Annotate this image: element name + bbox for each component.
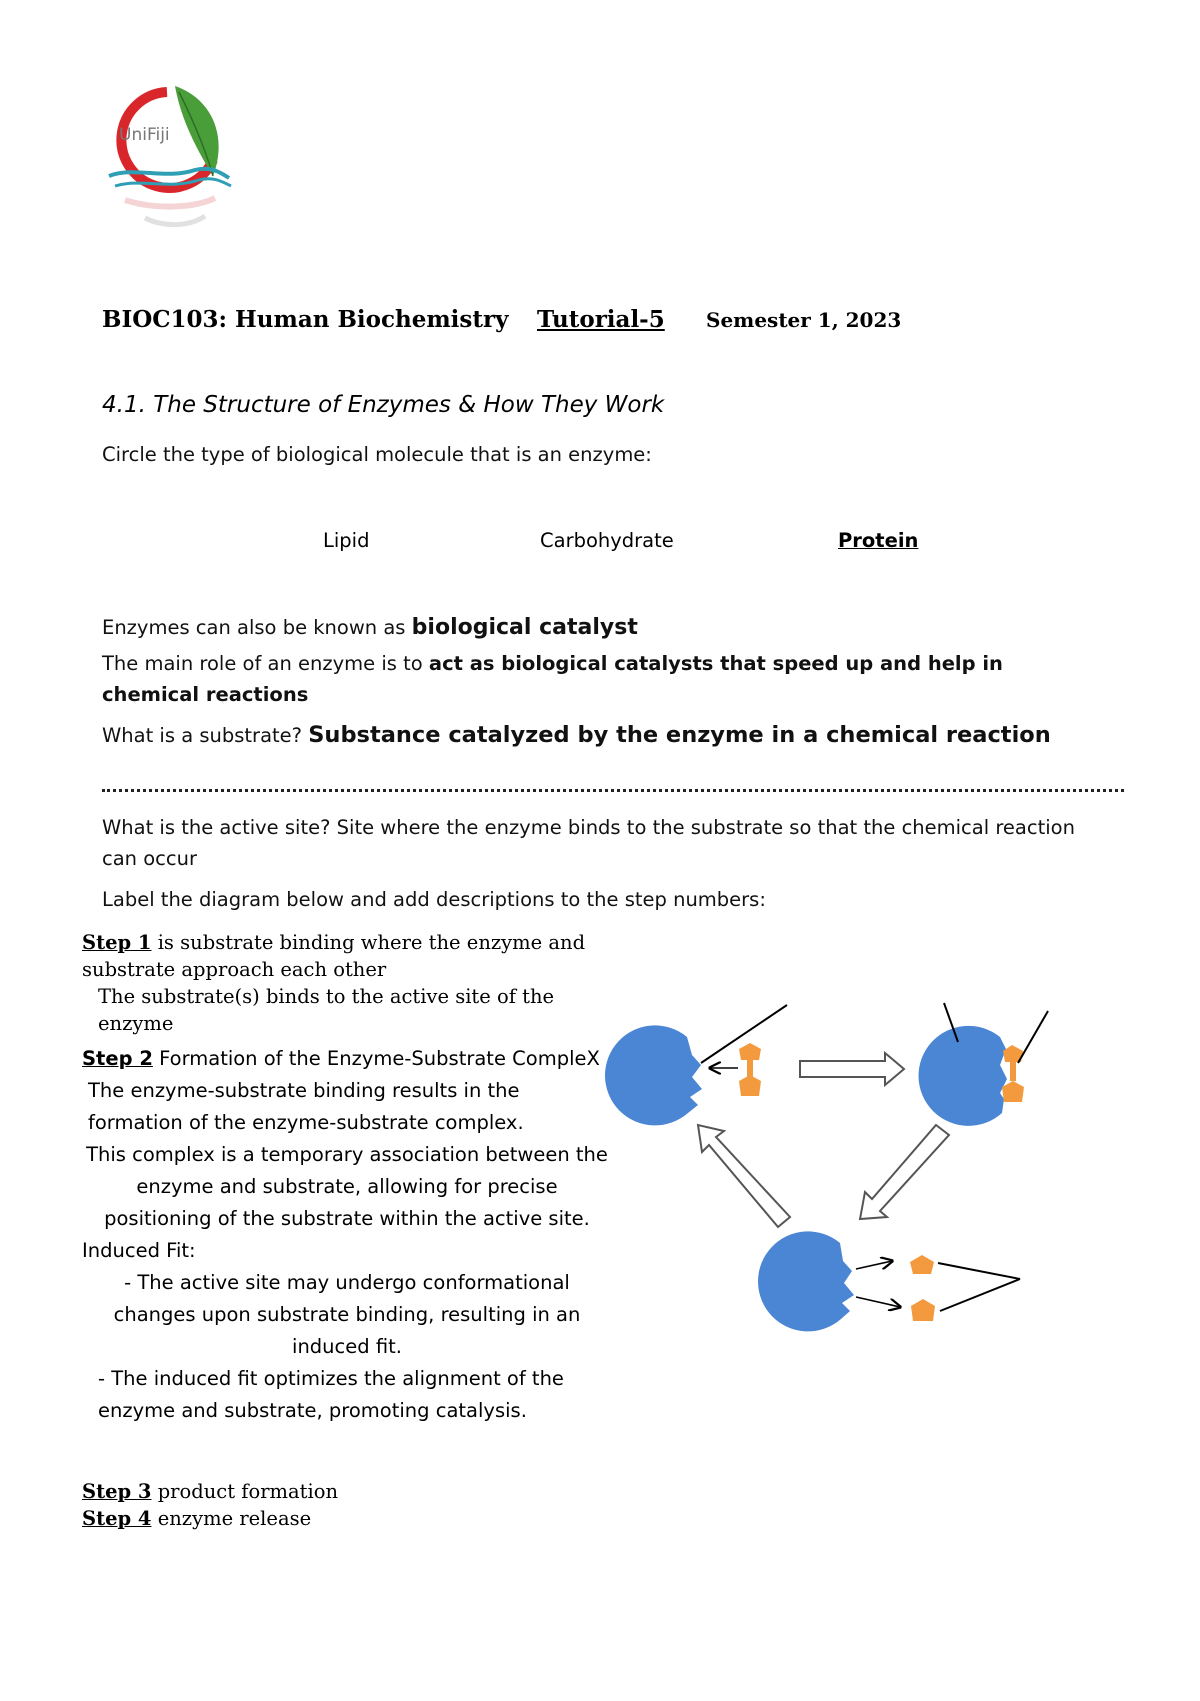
arrow-up-left-hollow xyxy=(698,1125,790,1227)
step2-label: Step 2 xyxy=(82,1047,153,1070)
step2-bullet-1: - The active site may undergo conformational changes upon substrate binding, resulting in an induced fit. xyxy=(113,1271,581,1358)
step2-paragraph-2: This complex is a temporary association between the enzyme and substrate, allowing for precise positioning of the substrate within the active site. xyxy=(86,1143,608,1230)
option-carbohydrate: Carbohydrate xyxy=(540,529,674,552)
unifiji-logo xyxy=(105,80,235,240)
step4-text: enzyme release xyxy=(151,1507,312,1530)
substrate-line xyxy=(102,722,1051,748)
active-site-prompt: What is the active site? xyxy=(102,816,337,839)
product-2 xyxy=(911,1299,935,1321)
step3-text: product formation xyxy=(151,1480,339,1503)
tutorial-label: Tutorial-5 xyxy=(537,306,665,333)
step3-label: Step 3 xyxy=(82,1480,152,1503)
enzyme-3 xyxy=(758,1231,854,1331)
step2-induced-fit-heading: Induced Fit: xyxy=(82,1239,196,1262)
active-site-line xyxy=(102,812,1102,874)
active-site-answer: Site where the enzyme binds to the substrate so that the chemical reaction can occur xyxy=(102,816,1075,870)
step1-block xyxy=(82,929,602,1037)
step2-title: Formation of the Enzyme-Substrate CompleX xyxy=(152,1047,600,1070)
step3-4-block xyxy=(82,1478,482,1532)
option-lipid: Lipid xyxy=(323,529,370,552)
enzyme-1 xyxy=(605,1025,702,1125)
substrate-prompt: What is a substrate? xyxy=(102,724,309,747)
label-instruction: Label the diagram below and add descriptions to the step numbers: xyxy=(102,888,766,911)
known-as-prompt: Enzymes can also be known as xyxy=(102,616,412,639)
enzyme-2 xyxy=(919,1026,1007,1126)
semester-label: Semester 1, 2023 xyxy=(706,308,902,332)
release-arrow-1 xyxy=(856,1261,892,1269)
label-line-2b xyxy=(1018,1011,1048,1063)
option-protein-answer: Protein xyxy=(838,529,919,552)
product-1 xyxy=(910,1255,934,1274)
step2-paragraph-1: The enzyme-substrate binding results in the formation of the enzyme-substrate complex. xyxy=(88,1079,524,1134)
logo-text: UniFiji xyxy=(119,125,170,145)
substrate-stem xyxy=(747,1059,753,1077)
step4-label: Step 4 xyxy=(82,1507,152,1530)
step1-text2: The substrate(s) binds to the active site of the enzyme xyxy=(98,985,555,1035)
question-circle: Circle the type of biological molecule that is an enzyme: xyxy=(102,443,652,466)
dotted-answer-line xyxy=(102,789,1124,792)
substrate-answer: Substance catalyzed by the enzyme in a chemical reaction xyxy=(308,722,1051,748)
role-answer: act as biological catalysts that speed up and help in chemical reactions xyxy=(102,652,1003,706)
section-title: 4.1. The Structure of Enzymes & How They Work xyxy=(102,392,665,418)
step2-bullet-2: - The induced fit optimizes the alignment of the enzyme and substrate, promoting catalysis. xyxy=(98,1367,564,1422)
substrate-bottom xyxy=(739,1075,761,1096)
label-line-3a xyxy=(938,1263,1020,1279)
course-title: BIOC103: Human Biochemistry xyxy=(102,306,509,333)
known-as-line xyxy=(102,615,638,640)
known-as-answer: biological catalyst xyxy=(411,615,638,640)
step2-block xyxy=(82,1043,612,1427)
step1-text: is substrate binding where the enzyme and substrate approach each other xyxy=(82,931,586,981)
role-line xyxy=(102,648,1102,710)
enzyme-cycle-diagram xyxy=(600,985,1060,1365)
label-line-3b xyxy=(940,1279,1020,1311)
complex-substrate-bottom xyxy=(1002,1081,1024,1102)
step1-label: Step 1 xyxy=(82,931,152,954)
substrate-top xyxy=(739,1043,761,1060)
role-prompt: The main role of an enzyme is to xyxy=(102,652,429,675)
release-arrow-2 xyxy=(856,1297,900,1307)
arrow-down-left-hollow xyxy=(860,1125,949,1219)
arrow-right-hollow xyxy=(800,1053,904,1085)
